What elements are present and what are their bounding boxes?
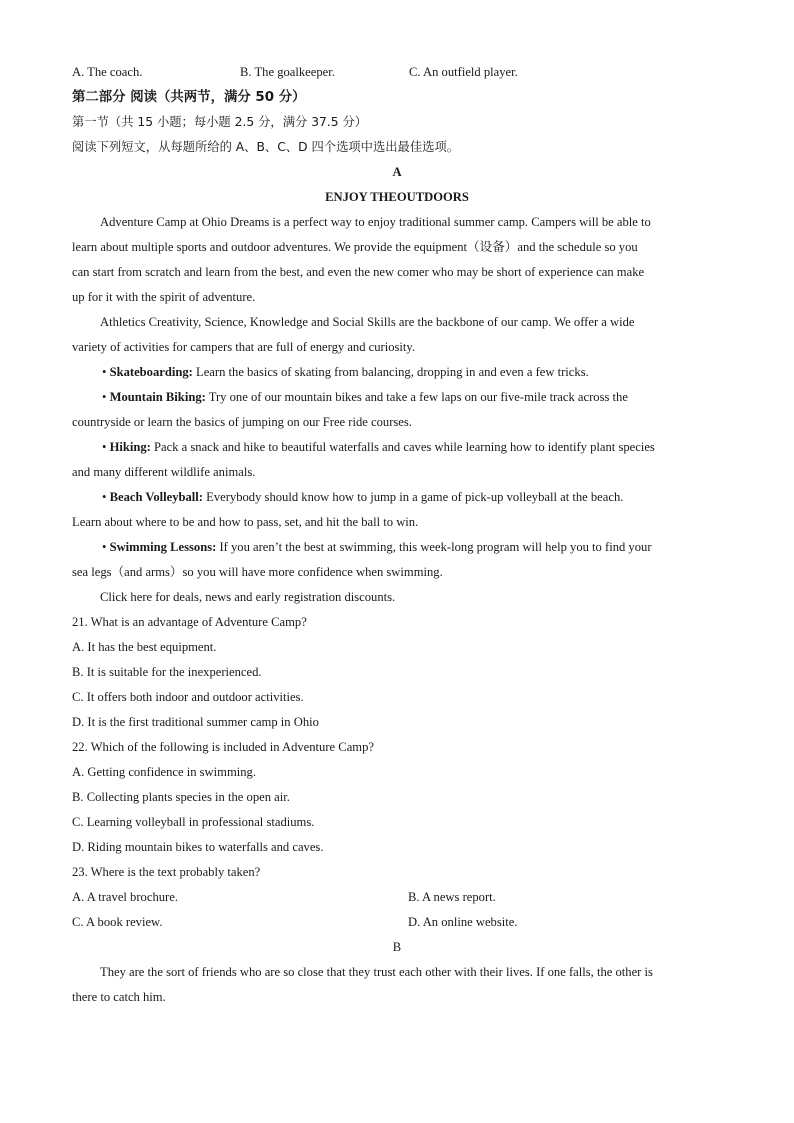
paragraph-line: can start from scratch and learn from the best, and even the new comer who may be short of experience can make <box>72 265 645 279</box>
list-item <box>72 485 722 510</box>
passage-a-title: ENJOY THEOUTDOORS <box>325 190 469 204</box>
closing-line: Click here for deals, news and early registration discounts. <box>100 590 396 604</box>
paragraph-line: Athletics Creativity, Science, Knowledge and Social Skills are the backbone of our camp. We offer a wide <box>100 315 635 329</box>
question-23 <box>72 860 722 935</box>
bullet-icon: • <box>102 390 107 404</box>
question-22 <box>72 735 722 860</box>
activity-continuation: countryside or learn the basics of jumping on our Free ride courses. <box>72 415 412 429</box>
option-row <box>72 885 722 910</box>
question-stem: 23. Where is the text probably taken? <box>72 865 261 879</box>
question-option: D. Riding mountain bikes to waterfalls and caves. <box>72 840 324 854</box>
activity-text: Try one of our mountain bikes and take a few laps on our five-mile track across the <box>205 390 628 404</box>
activity-skateboarding <box>72 360 722 385</box>
passage-a-letter: A <box>392 165 402 179</box>
exam-page <box>72 60 722 1010</box>
subsection-line: 第一节（共 15 小题；每小题 2.5 分，满分 37.5 分） <box>72 115 368 129</box>
passage-a-paragraph-2 <box>72 310 722 360</box>
section-title: 第二部分 阅读（共两节，满分 50 分） <box>72 90 306 105</box>
activity-text: Learn the basics of skating from balancing, dropping in and even a few tricks. <box>192 365 589 379</box>
option-row <box>72 910 722 935</box>
activity-name: Skateboarding: <box>109 365 193 379</box>
bullet-icon: • <box>102 490 107 504</box>
paragraph-line: variety of activities for campers that are full of energy and curiosity. <box>72 340 416 354</box>
activity-text: If you aren’t the best at swimming, this week-long program will help you to find your <box>216 540 652 554</box>
question-option: C. A book review. <box>72 915 163 929</box>
list-item <box>72 360 722 385</box>
activity-name: Beach Volleyball: <box>109 490 203 504</box>
question-option: D. An online website. <box>408 915 518 929</box>
activity-swimming-lessons <box>72 535 722 585</box>
question-option: B. A news report. <box>408 890 496 904</box>
activity-text: Pack a snack and hike to beautiful waterfalls and caves while learning how to identify plant species <box>150 440 655 454</box>
previous-question-options <box>72 60 722 85</box>
option-c: C. An outfield player. <box>409 65 518 79</box>
question-option: C. It offers both indoor and outdoor activities. <box>72 690 304 704</box>
activity-continuation: and many different wildlife animals. <box>72 465 256 479</box>
list-item <box>72 385 722 410</box>
activity-text: Everybody should know how to jump in a game of pick-up volleyball at the beach. <box>203 490 624 504</box>
question-option: D. It is the first traditional summer camp in Ohio <box>72 715 319 729</box>
option-a: A. The coach. <box>72 65 143 79</box>
paragraph-line: learn about multiple sports and outdoor adventures. We provide the equipment（设备）and the schedule so you <box>72 240 638 254</box>
question-option: B. It is suitable for the inexperienced. <box>72 665 262 679</box>
activity-list <box>72 360 722 585</box>
question-stem: 21. What is an advantage of Adventure Camp? <box>72 615 307 629</box>
list-item <box>72 535 722 560</box>
activity-mountain-biking <box>72 385 722 435</box>
activity-name: Swimming Lessons: <box>109 540 217 554</box>
question-option: A. Getting confidence in swimming. <box>72 765 256 779</box>
bullet-icon: • <box>102 440 107 454</box>
passage-a-paragraph-1 <box>72 210 722 310</box>
question-option: A. A travel brochure. <box>72 890 178 904</box>
list-item <box>72 435 722 460</box>
paragraph-line: there to catch him. <box>72 990 166 1004</box>
option-b: B. The goalkeeper. <box>240 65 335 79</box>
paragraph-line: Adventure Camp at Ohio Dreams is a perfect way to enjoy traditional summer camp. Campers will be able to <box>100 215 651 229</box>
passage-b-paragraph <box>72 960 722 1010</box>
question-option: A. It has the best equipment. <box>72 640 217 654</box>
activity-continuation: Learn about where to be and how to pass, set, and hit the ball to win. <box>72 515 419 529</box>
instruction: 阅读下列短文，从每题所给的 A、B、C、D 四个选项中选出最佳选项。 <box>72 140 460 154</box>
paragraph-line: up for it with the spirit of adventure. <box>72 290 256 304</box>
bullet-icon: • <box>102 365 107 379</box>
activity-continuation: sea legs（and arms）so you will have more confidence when swimming. <box>72 565 443 579</box>
activity-name: Hiking: <box>109 440 151 454</box>
question-option: B. Collecting plants species in the open air. <box>72 790 290 804</box>
question-option: C. Learning volleyball in professional stadiums. <box>72 815 315 829</box>
passage-b-letter: B <box>392 940 402 954</box>
bullet-icon: • <box>102 540 107 554</box>
activity-name: Mountain Biking: <box>109 390 206 404</box>
activity-hiking <box>72 435 722 485</box>
paragraph-line: They are the sort of friends who are so close that they trust each other with their lives. If one falls, the other is <box>100 965 653 979</box>
activity-beach-volleyball <box>72 485 722 535</box>
question-21 <box>72 610 722 735</box>
question-stem: 22. Which of the following is included in Adventure Camp? <box>72 740 374 754</box>
